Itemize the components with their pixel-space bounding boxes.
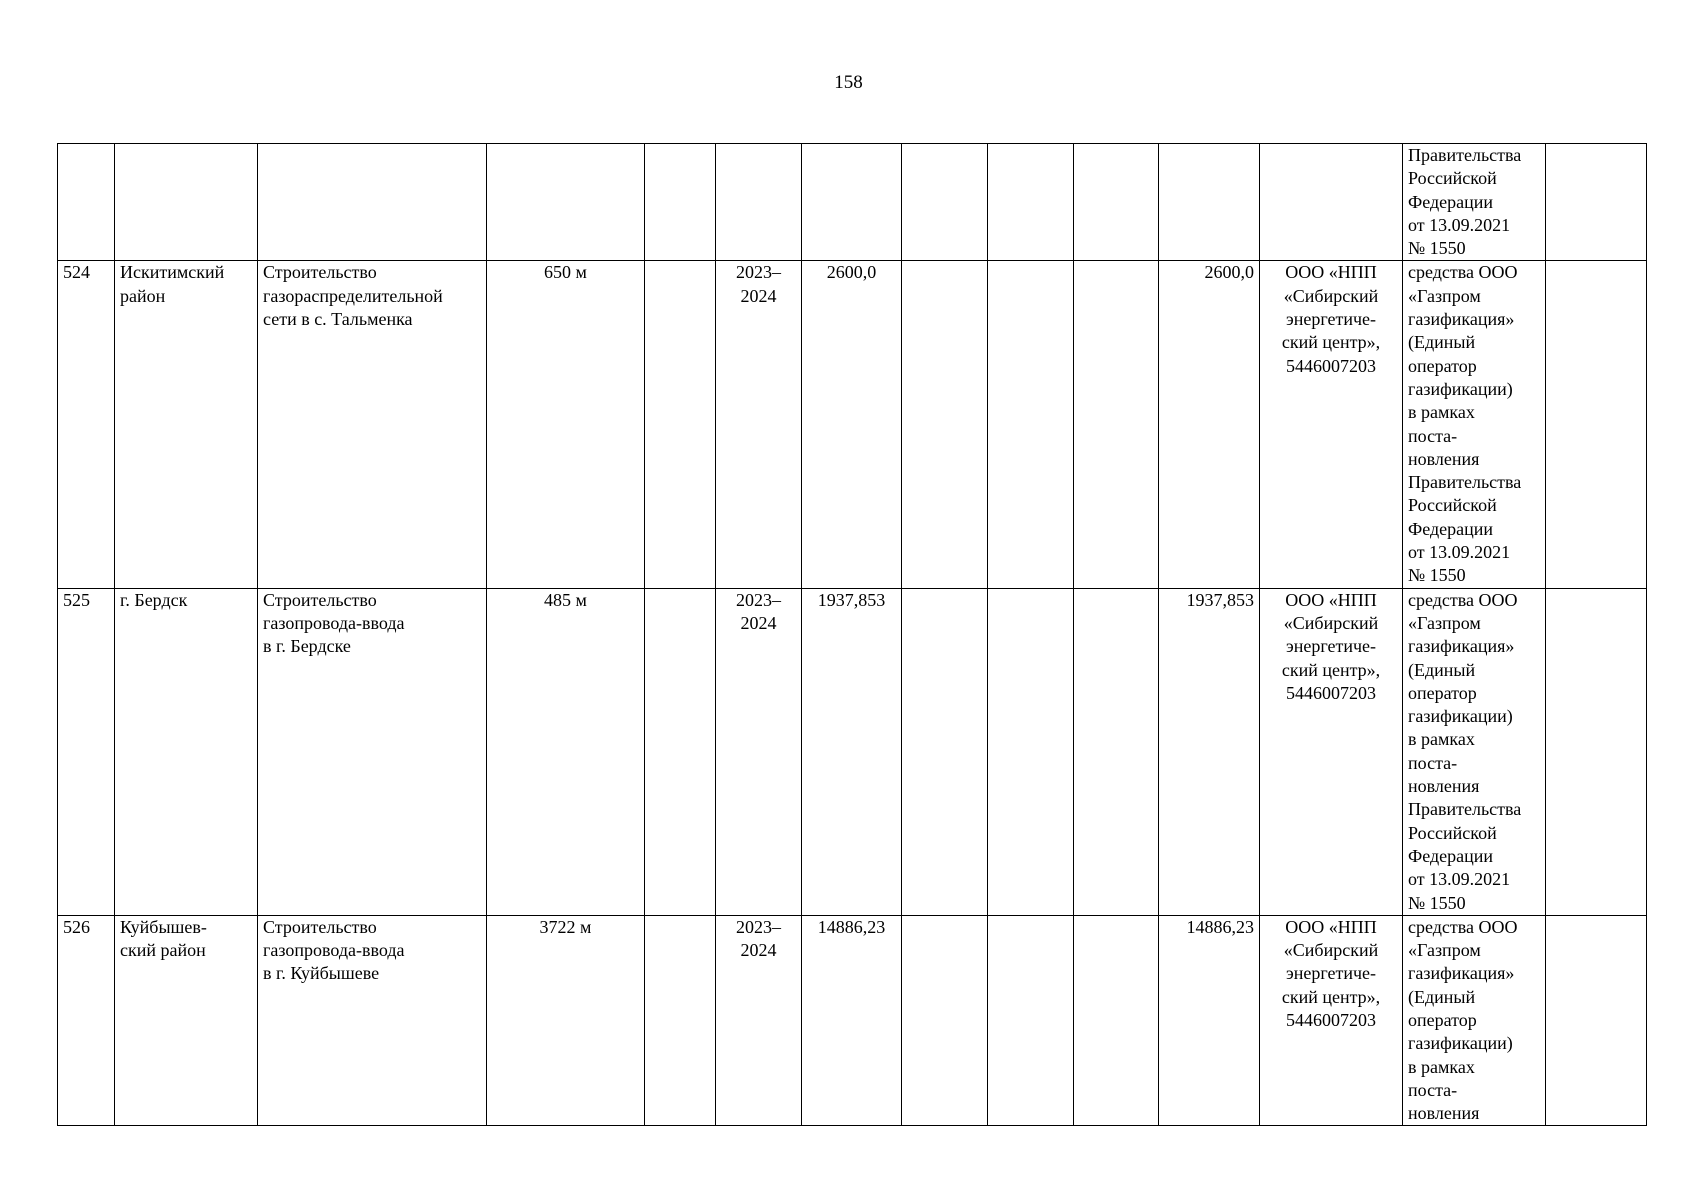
cell-funding-source: средства ООО «Газпром газификация» (Единый оператор газификации) в рамках поста- новления Правительства Российской Федерации от 13.09.2021 № 1550 [1403, 261, 1546, 588]
cell-empty [645, 915, 716, 1126]
cell-empty [1074, 144, 1159, 261]
gasification-table [57, 143, 1647, 1126]
cell-empty [1546, 915, 1647, 1126]
cell-empty [988, 144, 1074, 261]
cell-extra-funding: 14886,23 [1159, 915, 1260, 1126]
cell-object [258, 144, 487, 261]
cell-empty [1074, 261, 1159, 588]
cell-object: Строительство газопровода-ввода в г. Бердске [258, 588, 487, 915]
cell-funding-source: средства ООО «Газпром газификация» (Единый оператор газификации) в рамках поста- новления [1403, 915, 1546, 1126]
cell-district: Куйбышев- ский район [115, 915, 258, 1126]
cell-period [716, 144, 802, 261]
cell-contractor: ООО «НПП «Сибирский энергетиче- ский центр», 5446007203 [1260, 261, 1403, 588]
cell-empty [645, 144, 716, 261]
cell-extra-funding: 1937,853 [1159, 588, 1260, 915]
table-row [58, 588, 1647, 915]
cell-empty [1546, 588, 1647, 915]
cell-number: 526 [58, 915, 115, 1126]
cell-empty [645, 261, 716, 588]
cell-length: 485 м [487, 588, 645, 915]
cell-district: Искитимский район [115, 261, 258, 588]
page-number: 158 [834, 72, 863, 93]
cell-empty [902, 588, 988, 915]
cell-total: 14886,23 [802, 915, 902, 1126]
cell-contractor: ООО «НПП «Сибирский энергетиче- ский центр», 5446007203 [1260, 588, 1403, 915]
table-row [58, 915, 1647, 1126]
cell-empty [902, 915, 988, 1126]
cell-empty [988, 261, 1074, 588]
cell-total: 1937,853 [802, 588, 902, 915]
cell-total [802, 144, 902, 261]
cell-number [58, 144, 115, 261]
cell-number: 525 [58, 588, 115, 915]
cell-period: 2023– 2024 [716, 261, 802, 588]
cell-empty [988, 588, 1074, 915]
table-row [58, 261, 1647, 588]
cell-empty [988, 915, 1074, 1126]
cell-length [487, 144, 645, 261]
cell-empty [1074, 915, 1159, 1126]
cell-funding-source: средства ООО «Газпром газификация» (Единый оператор газификации) в рамках поста- новления Правительства Российской Федерации от 13.09.2021 № 1550 [1403, 588, 1546, 915]
cell-empty [1546, 144, 1647, 261]
cell-object: Строительство газопровода-ввода в г. Куйбышеве [258, 915, 487, 1126]
cell-total: 2600,0 [802, 261, 902, 588]
cell-length: 3722 м [487, 915, 645, 1126]
cell-length: 650 м [487, 261, 645, 588]
cell-empty [1546, 261, 1647, 588]
cell-district: г. Бердск [115, 588, 258, 915]
cell-contractor [1260, 144, 1403, 261]
cell-empty [902, 144, 988, 261]
cell-district [115, 144, 258, 261]
cell-object: Строительство газораспределительной сети в с. Тальменка [258, 261, 487, 588]
table-row-continuation [58, 144, 1647, 261]
cell-number: 524 [58, 261, 115, 588]
cell-empty [902, 261, 988, 588]
cell-contractor: ООО «НПП «Сибирский энергетиче- ский центр», 5446007203 [1260, 915, 1403, 1126]
cell-empty [1074, 588, 1159, 915]
cell-funding-source: Правительства Российской Федерации от 13.09.2021 № 1550 [1403, 144, 1546, 261]
cell-extra-funding [1159, 144, 1260, 261]
cell-period: 2023– 2024 [716, 588, 802, 915]
cell-empty [645, 588, 716, 915]
cell-extra-funding: 2600,0 [1159, 261, 1260, 588]
cell-period: 2023– 2024 [716, 915, 802, 1126]
